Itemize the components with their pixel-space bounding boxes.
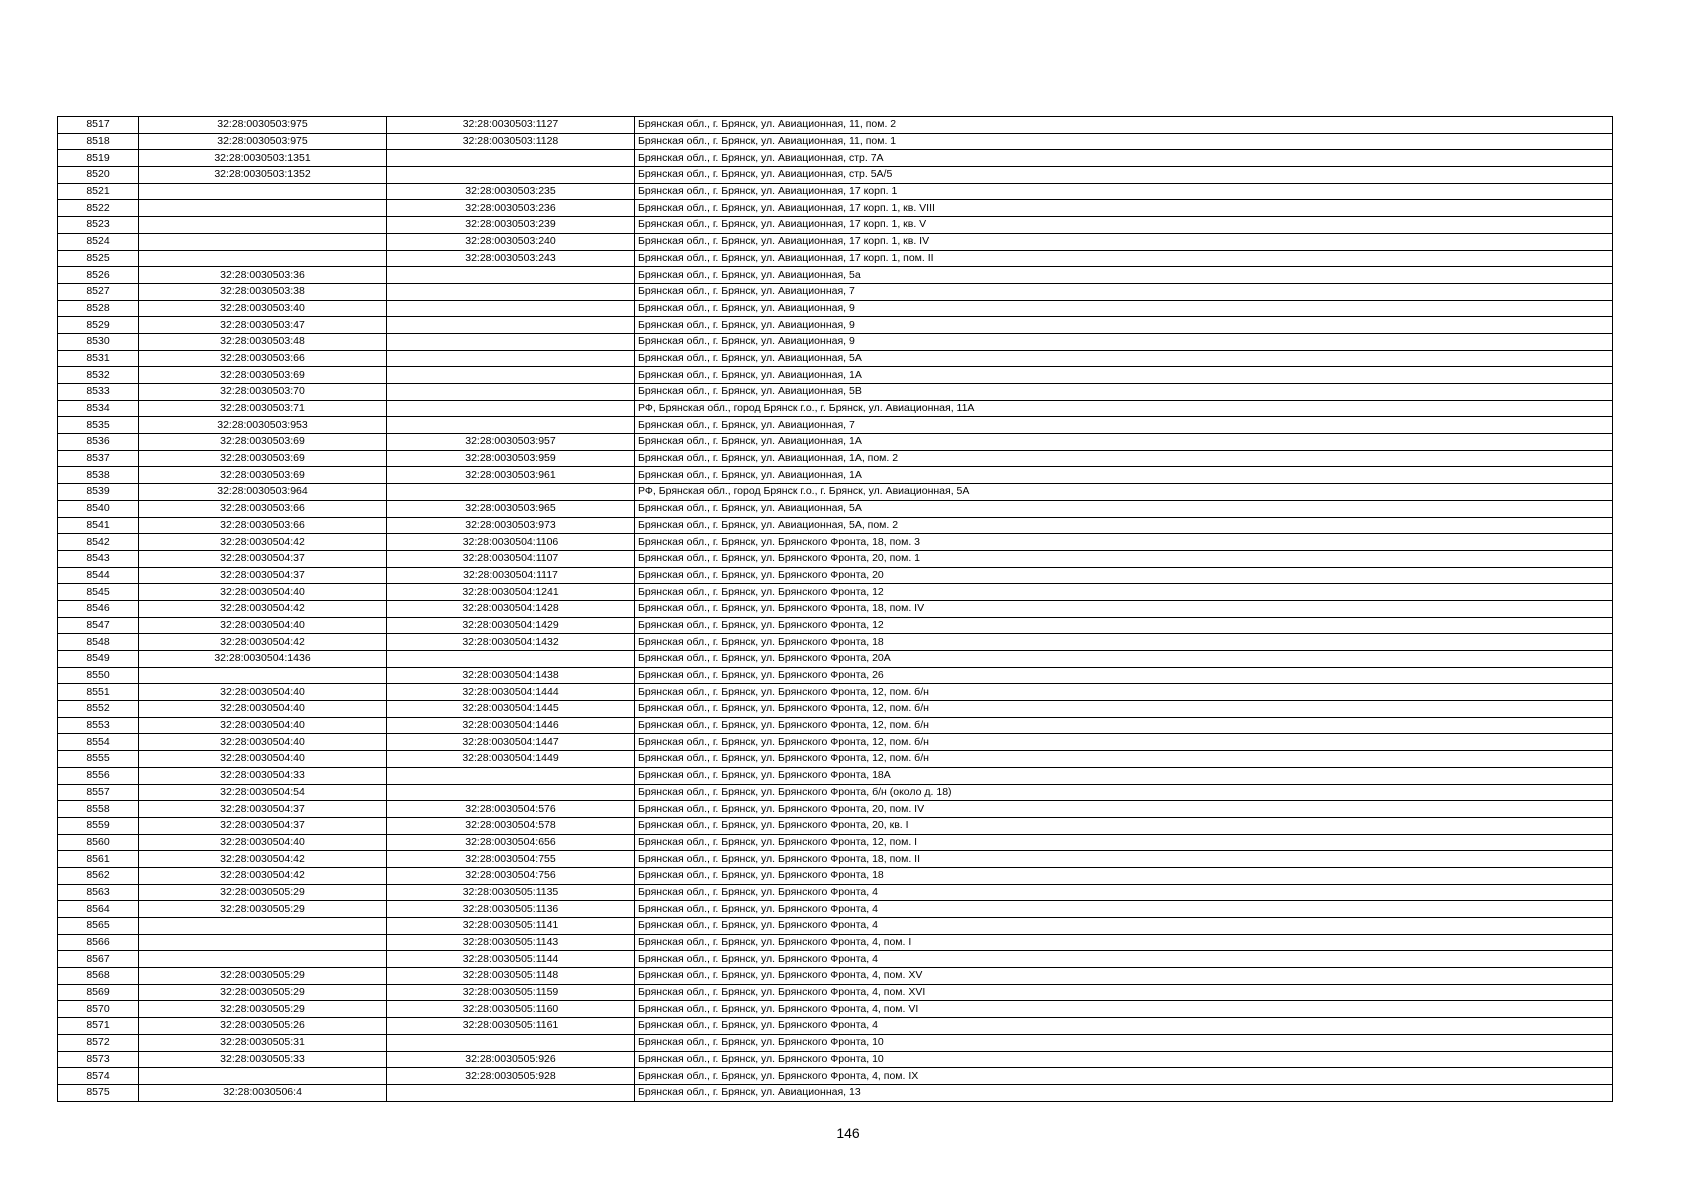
table-row [58, 183, 1613, 200]
parcel-number-cell: 32:28:0030505:26 [139, 1018, 387, 1035]
object-number-cell: 32:28:0030504:1447 [387, 734, 635, 751]
parcel-number-cell: 32:28:0030504:40 [139, 701, 387, 718]
object-number-cell [387, 317, 635, 334]
object-number-cell [387, 384, 635, 401]
table-row [58, 484, 1613, 501]
parcel-number-cell: 32:28:0030503:36 [139, 267, 387, 284]
parcel-number-cell: 32:28:0030504:42 [139, 867, 387, 884]
address-cell: Брянская обл., г. Брянск, ул. Брянского Фронта, 4, пом. IX [635, 1068, 1613, 1085]
parcel-number-cell: 32:28:0030503:70 [139, 384, 387, 401]
object-number-cell: 32:28:0030503:959 [387, 450, 635, 467]
table-row [58, 968, 1613, 985]
object-number-cell [387, 484, 635, 501]
parcel-number-cell [139, 667, 387, 684]
address-cell: Брянская обл., г. Брянск, ул. Авиационная, 9 [635, 333, 1613, 350]
row-number-cell: 8550 [58, 667, 139, 684]
row-number-cell: 8541 [58, 517, 139, 534]
table-row [58, 751, 1613, 768]
row-number-cell: 8551 [58, 684, 139, 701]
row-number-cell: 8517 [58, 117, 139, 134]
row-number-cell: 8530 [58, 333, 139, 350]
parcel-number-cell: 32:28:0030505:29 [139, 901, 387, 918]
table-row [58, 667, 1613, 684]
parcel-number-cell: 32:28:0030504:54 [139, 784, 387, 801]
table-row [58, 233, 1613, 250]
parcel-number-cell [139, 918, 387, 935]
parcel-number-cell: 32:28:0030503:975 [139, 133, 387, 150]
parcel-number-cell: 32:28:0030503:38 [139, 283, 387, 300]
address-cell: Брянская обл., г. Брянск, ул. Авиационная, 5А [635, 350, 1613, 367]
table-row [58, 450, 1613, 467]
row-number-cell: 8528 [58, 300, 139, 317]
address-cell: Брянская обл., г. Брянск, ул. Брянского Фронта, 12, пом. б/н [635, 734, 1613, 751]
parcel-number-cell: 32:28:0030504:40 [139, 617, 387, 634]
row-number-cell: 8538 [58, 467, 139, 484]
address-cell: Брянская обл., г. Брянск, ул. Брянского Фронта, 4 [635, 1018, 1613, 1035]
address-cell: Брянская обл., г. Брянск, ул. Авиационная, стр. 7А [635, 150, 1613, 167]
parcel-number-cell: 32:28:0030503:69 [139, 367, 387, 384]
address-cell: РФ, Брянская обл., город Брянск г.о., г. Брянск, ул. Авиационная, 5А [635, 484, 1613, 501]
object-number-cell: 32:28:0030503:973 [387, 517, 635, 534]
table-row [58, 550, 1613, 567]
row-number-cell: 8529 [58, 317, 139, 334]
row-number-cell: 8544 [58, 567, 139, 584]
row-number-cell: 8547 [58, 617, 139, 634]
address-cell: Брянская обл., г. Брянск, ул. Авиационная, 5В [635, 384, 1613, 401]
address-cell: Брянская обл., г. Брянск, ул. Брянского Фронта, 18 [635, 867, 1613, 884]
parcel-number-cell: 32:28:0030504:40 [139, 717, 387, 734]
object-number-cell: 32:28:0030503:1128 [387, 133, 635, 150]
row-number-cell: 8563 [58, 884, 139, 901]
object-number-cell: 32:28:0030505:1160 [387, 1001, 635, 1018]
table-row [58, 951, 1613, 968]
address-cell: Брянская обл., г. Брянск, ул. Авиационная, 1А [635, 434, 1613, 451]
object-number-cell [387, 767, 635, 784]
address-cell: Брянская обл., г. Брянск, ул. Авиационная, 17 корп. 1, кв. V [635, 217, 1613, 234]
table-row [58, 267, 1613, 284]
address-cell: Брянская обл., г. Брянск, ул. Авиационная, 11, пом. 2 [635, 117, 1613, 134]
object-number-cell: 32:28:0030504:1429 [387, 617, 635, 634]
table-row [58, 884, 1613, 901]
object-number-cell: 32:28:0030503:243 [387, 250, 635, 267]
parcel-number-cell: 32:28:0030505:29 [139, 968, 387, 985]
address-cell: Брянская обл., г. Брянск, ул. Авиационная, 13 [635, 1084, 1613, 1101]
parcel-number-cell [139, 233, 387, 250]
address-cell: Брянская обл., г. Брянск, ул. Брянского Фронта, 4 [635, 918, 1613, 935]
table-row [58, 934, 1613, 951]
address-cell: Брянская обл., г. Брянск, ул. Авиационная, 1А [635, 367, 1613, 384]
table-row [58, 1018, 1613, 1035]
table-row [58, 784, 1613, 801]
address-cell: Брянская обл., г. Брянск, ул. Брянского Фронта, 12, пом. б/н [635, 684, 1613, 701]
parcel-number-cell: 32:28:0030503:40 [139, 300, 387, 317]
table-row [58, 617, 1613, 634]
parcel-number-cell: 32:28:0030503:964 [139, 484, 387, 501]
table-row [58, 651, 1613, 668]
table-body [58, 117, 1613, 1102]
row-number-cell: 8548 [58, 634, 139, 651]
table-row [58, 500, 1613, 517]
parcel-number-cell: 32:28:0030505:29 [139, 1001, 387, 1018]
parcel-number-cell: 32:28:0030504:33 [139, 767, 387, 784]
object-number-cell [387, 333, 635, 350]
row-number-cell: 8561 [58, 851, 139, 868]
parcel-number-cell: 32:28:0030503:66 [139, 500, 387, 517]
page-number: 146 [836, 1125, 860, 1141]
object-number-cell: 32:28:0030504:1438 [387, 667, 635, 684]
object-number-cell: 32:28:0030504:1241 [387, 584, 635, 601]
address-cell: Брянская обл., г. Брянск, ул. Брянского Фронта, 26 [635, 667, 1613, 684]
parcel-number-cell: 32:28:0030505:29 [139, 984, 387, 1001]
parcel-number-cell: 32:28:0030503:69 [139, 467, 387, 484]
object-number-cell: 32:28:0030503:1127 [387, 117, 635, 134]
parcel-number-cell: 32:28:0030504:37 [139, 801, 387, 818]
object-number-cell: 32:28:0030503:957 [387, 434, 635, 451]
object-number-cell [387, 150, 635, 167]
address-cell: Брянская обл., г. Брянск, ул. Брянского Фронта, 18А [635, 767, 1613, 784]
table-row [58, 717, 1613, 734]
row-number-cell: 8564 [58, 901, 139, 918]
parcel-number-cell: 32:28:0030504:40 [139, 584, 387, 601]
address-cell: Брянская обл., г. Брянск, ул. Брянского Фронта, 20, пом. IV [635, 801, 1613, 818]
row-number-cell: 8552 [58, 701, 139, 718]
object-number-cell: 32:28:0030504:576 [387, 801, 635, 818]
object-number-cell: 32:28:0030503:240 [387, 233, 635, 250]
row-number-cell: 8554 [58, 734, 139, 751]
table-row [58, 384, 1613, 401]
parcel-number-cell [139, 1068, 387, 1085]
table-row [58, 517, 1613, 534]
row-number-cell: 8537 [58, 450, 139, 467]
row-number-cell: 8567 [58, 951, 139, 968]
table-row [58, 200, 1613, 217]
table-row [58, 250, 1613, 267]
object-number-cell [387, 651, 635, 668]
row-number-cell: 8555 [58, 751, 139, 768]
address-cell: Брянская обл., г. Брянск, ул. Брянского Фронта, 4 [635, 884, 1613, 901]
parcel-number-cell: 32:28:0030503:1351 [139, 150, 387, 167]
table-row [58, 350, 1613, 367]
parcel-number-cell: 32:28:0030503:69 [139, 434, 387, 451]
object-number-cell: 32:28:0030505:1148 [387, 968, 635, 985]
object-number-cell [387, 350, 635, 367]
object-number-cell: 32:28:0030504:1107 [387, 550, 635, 567]
parcel-number-cell [139, 217, 387, 234]
address-cell: Брянская обл., г. Брянск, ул. Брянского Фронта, 10 [635, 1034, 1613, 1051]
row-number-cell: 8525 [58, 250, 139, 267]
parcel-number-cell: 32:28:0030503:69 [139, 450, 387, 467]
parcel-number-cell: 32:28:0030504:42 [139, 534, 387, 551]
table-row [58, 801, 1613, 818]
address-cell: Брянская обл., г. Брянск, ул. Брянского Фронта, 12 [635, 584, 1613, 601]
row-number-cell: 8560 [58, 834, 139, 851]
row-number-cell: 8539 [58, 484, 139, 501]
table-row [58, 584, 1613, 601]
table-row [58, 734, 1613, 751]
object-number-cell: 32:28:0030504:1117 [387, 567, 635, 584]
row-number-cell: 8531 [58, 350, 139, 367]
table-row [58, 1068, 1613, 1085]
row-number-cell: 8535 [58, 417, 139, 434]
parcel-number-cell: 32:28:0030505:33 [139, 1051, 387, 1068]
address-cell: Брянская обл., г. Брянск, ул. Брянского Фронта, 20А [635, 651, 1613, 668]
address-cell: Брянская обл., г. Брянск, ул. Брянского Фронта, 18, пом. II [635, 851, 1613, 868]
address-cell: Брянская обл., г. Брянск, ул. Авиационная, 5А, пом. 2 [635, 517, 1613, 534]
address-cell: Брянская обл., г. Брянск, ул. Авиационная, 9 [635, 300, 1613, 317]
address-cell: Брянская обл., г. Брянск, ул. Брянского Фронта, 4, пом. VI [635, 1001, 1613, 1018]
table-row [58, 333, 1613, 350]
address-cell: Брянская обл., г. Брянск, ул. Авиационная, стр. 5А/5 [635, 167, 1613, 184]
row-number-cell: 8571 [58, 1018, 139, 1035]
object-number-cell [387, 1034, 635, 1051]
parcel-number-cell: 32:28:0030504:40 [139, 684, 387, 701]
row-number-cell: 8536 [58, 434, 139, 451]
object-number-cell: 32:28:0030505:1144 [387, 951, 635, 968]
address-cell: Брянская обл., г. Брянск, ул. Брянского Фронта, 12, пом. б/н [635, 751, 1613, 768]
address-cell: Брянская обл., г. Брянск, ул. Брянского Фронта, 20, пом. 1 [635, 550, 1613, 567]
address-cell: Брянская обл., г. Брянск, ул. Авиационная, 17 корп. 1 [635, 183, 1613, 200]
table-row [58, 984, 1613, 1001]
row-number-cell: 8546 [58, 600, 139, 617]
address-cell: Брянская обл., г. Брянск, ул. Брянского Фронта, 18 [635, 634, 1613, 651]
table-row [58, 701, 1613, 718]
address-cell: Брянская обл., г. Брянск, ул. Авиационная, 11, пом. 1 [635, 133, 1613, 150]
object-number-cell: 32:28:0030503:961 [387, 467, 635, 484]
row-number-cell: 8553 [58, 717, 139, 734]
table-row [58, 150, 1613, 167]
object-number-cell: 32:28:0030505:1141 [387, 918, 635, 935]
row-number-cell: 8533 [58, 384, 139, 401]
row-number-cell: 8543 [58, 550, 139, 567]
address-cell: Брянская обл., г. Брянск, ул. Брянского Фронта, 12, пом. б/н [635, 701, 1613, 718]
row-number-cell: 8540 [58, 500, 139, 517]
row-number-cell: 8575 [58, 1084, 139, 1101]
address-cell: Брянская обл., г. Брянск, ул. Авиационная, 17 корп. 1, пом. II [635, 250, 1613, 267]
object-number-cell: 32:28:0030504:578 [387, 817, 635, 834]
object-number-cell [387, 267, 635, 284]
row-number-cell: 8545 [58, 584, 139, 601]
object-number-cell: 32:28:0030505:928 [387, 1068, 635, 1085]
parcel-number-cell [139, 951, 387, 968]
object-number-cell: 32:28:0030504:755 [387, 851, 635, 868]
table-row [58, 634, 1613, 651]
table-row [58, 1001, 1613, 1018]
parcel-number-cell: 32:28:0030503:47 [139, 317, 387, 334]
row-number-cell: 8556 [58, 767, 139, 784]
table-row [58, 300, 1613, 317]
object-number-cell: 32:28:0030503:965 [387, 500, 635, 517]
address-cell: Брянская обл., г. Брянск, ул. Брянского Фронта, 4, пом. I [635, 934, 1613, 951]
table-row [58, 417, 1613, 434]
object-number-cell [387, 400, 635, 417]
object-number-cell: 32:28:0030504:1432 [387, 634, 635, 651]
row-number-cell: 8521 [58, 183, 139, 200]
object-number-cell: 32:28:0030505:1136 [387, 901, 635, 918]
address-cell: РФ, Брянская обл., город Брянск г.о., г. Брянск, ул. Авиационная, 11А [635, 400, 1613, 417]
object-number-cell: 32:28:0030504:1445 [387, 701, 635, 718]
parcel-number-cell: 32:28:0030504:37 [139, 567, 387, 584]
address-cell: Брянская обл., г. Брянск, ул. Брянского Фронта, 4 [635, 901, 1613, 918]
object-number-cell: 32:28:0030505:926 [387, 1051, 635, 1068]
row-number-cell: 8542 [58, 534, 139, 551]
parcel-number-cell: 32:28:0030504:37 [139, 550, 387, 567]
row-number-cell: 8569 [58, 984, 139, 1001]
address-cell: Брянская обл., г. Брянск, ул. Авиационная, 1А [635, 467, 1613, 484]
row-number-cell: 8532 [58, 367, 139, 384]
table-row [58, 217, 1613, 234]
address-cell: Брянская обл., г. Брянск, ул. Брянского Фронта, б/н (около д. 18) [635, 784, 1613, 801]
table-row [58, 317, 1613, 334]
row-number-cell: 8526 [58, 267, 139, 284]
object-number-cell: 32:28:0030505:1135 [387, 884, 635, 901]
parcel-number-cell [139, 200, 387, 217]
row-number-cell: 8519 [58, 150, 139, 167]
table-row [58, 117, 1613, 134]
row-number-cell: 8518 [58, 133, 139, 150]
table-row [58, 1034, 1613, 1051]
address-cell: Брянская обл., г. Брянск, ул. Авиационная, 5а [635, 267, 1613, 284]
parcel-number-cell: 32:28:0030504:1436 [139, 651, 387, 668]
address-cell: Брянская обл., г. Брянск, ул. Брянского Фронта, 12 [635, 617, 1613, 634]
parcel-number-cell: 32:28:0030503:953 [139, 417, 387, 434]
row-number-cell: 8558 [58, 801, 139, 818]
table-row [58, 434, 1613, 451]
row-number-cell: 8534 [58, 400, 139, 417]
object-number-cell: 32:28:0030505:1159 [387, 984, 635, 1001]
table-row [58, 1084, 1613, 1101]
object-number-cell: 32:28:0030504:756 [387, 867, 635, 884]
table-row [58, 834, 1613, 851]
table-row [58, 918, 1613, 935]
table-row [58, 851, 1613, 868]
parcel-number-cell: 32:28:0030505:31 [139, 1034, 387, 1051]
table-row [58, 534, 1613, 551]
object-number-cell [387, 167, 635, 184]
address-cell: Брянская обл., г. Брянск, ул. Авиационная, 17 корп. 1, кв. VIII [635, 200, 1613, 217]
object-number-cell: 32:28:0030504:1444 [387, 684, 635, 701]
object-number-cell [387, 1084, 635, 1101]
table-row [58, 867, 1613, 884]
object-number-cell [387, 300, 635, 317]
object-number-cell: 32:28:0030503:239 [387, 217, 635, 234]
address-cell: Брянская обл., г. Брянск, ул. Авиационная, 7 [635, 283, 1613, 300]
row-number-cell: 8572 [58, 1034, 139, 1051]
object-number-cell: 32:28:0030504:1428 [387, 600, 635, 617]
parcel-number-cell: 32:28:0030503:975 [139, 117, 387, 134]
object-number-cell [387, 784, 635, 801]
table-row [58, 567, 1613, 584]
object-number-cell: 32:28:0030505:1143 [387, 934, 635, 951]
table-row [58, 1051, 1613, 1068]
row-number-cell: 8520 [58, 167, 139, 184]
parcel-number-cell: 32:28:0030504:40 [139, 751, 387, 768]
object-number-cell [387, 283, 635, 300]
table-row [58, 367, 1613, 384]
row-number-cell: 8562 [58, 867, 139, 884]
object-number-cell: 32:28:0030505:1161 [387, 1018, 635, 1035]
address-cell: Брянская обл., г. Брянск, ул. Брянского Фронта, 10 [635, 1051, 1613, 1068]
row-number-cell: 8557 [58, 784, 139, 801]
address-cell: Брянская обл., г. Брянск, ул. Брянского Фронта, 18, пом. IV [635, 600, 1613, 617]
parcel-number-cell: 32:28:0030506:4 [139, 1084, 387, 1101]
parcel-number-cell: 32:28:0030503:71 [139, 400, 387, 417]
parcel-number-cell: 32:28:0030503:48 [139, 333, 387, 350]
address-cell: Брянская обл., г. Брянск, ул. Брянского Фронта, 20 [635, 567, 1613, 584]
address-cell: Брянская обл., г. Брянск, ул. Брянского Фронта, 4, пом. XVI [635, 984, 1613, 1001]
parcel-number-cell: 32:28:0030505:29 [139, 884, 387, 901]
object-number-cell: 32:28:0030504:1446 [387, 717, 635, 734]
object-number-cell: 32:28:0030504:656 [387, 834, 635, 851]
parcel-number-cell [139, 250, 387, 267]
row-number-cell: 8522 [58, 200, 139, 217]
object-number-cell [387, 367, 635, 384]
table-row [58, 283, 1613, 300]
address-cell: Брянская обл., г. Брянск, ул. Брянского Фронта, 4, пом. XV [635, 968, 1613, 985]
row-number-cell: 8523 [58, 217, 139, 234]
table-row [58, 901, 1613, 918]
address-cell: Брянская обл., г. Брянск, ул. Авиационная, 5А [635, 500, 1613, 517]
address-cell: Брянская обл., г. Брянск, ул. Брянского Фронта, 4 [635, 951, 1613, 968]
table-row [58, 400, 1613, 417]
table-row [58, 167, 1613, 184]
table-row [58, 767, 1613, 784]
object-number-cell: 32:28:0030504:1106 [387, 534, 635, 551]
parcel-number-cell: 32:28:0030504:40 [139, 834, 387, 851]
row-number-cell: 8524 [58, 233, 139, 250]
row-number-cell: 8574 [58, 1068, 139, 1085]
row-number-cell: 8565 [58, 918, 139, 935]
row-number-cell: 8573 [58, 1051, 139, 1068]
parcel-number-cell: 32:28:0030503:66 [139, 350, 387, 367]
address-cell: Брянская обл., г. Брянск, ул. Брянского Фронта, 20, кв. I [635, 817, 1613, 834]
object-number-cell: 32:28:0030504:1449 [387, 751, 635, 768]
row-number-cell: 8566 [58, 934, 139, 951]
address-cell: Брянская обл., г. Брянск, ул. Авиационная, 17 корп. 1, кв. IV [635, 233, 1613, 250]
row-number-cell: 8549 [58, 651, 139, 668]
table-row [58, 467, 1613, 484]
row-number-cell: 8527 [58, 283, 139, 300]
parcel-number-cell: 32:28:0030503:66 [139, 517, 387, 534]
address-cell: Брянская обл., г. Брянск, ул. Авиационная, 7 [635, 417, 1613, 434]
parcel-number-cell: 32:28:0030504:42 [139, 851, 387, 868]
table-row [58, 817, 1613, 834]
address-cell: Брянская обл., г. Брянск, ул. Брянского Фронта, 12, пом. I [635, 834, 1613, 851]
row-number-cell: 8570 [58, 1001, 139, 1018]
table-row [58, 684, 1613, 701]
parcel-number-cell: 32:28:0030504:37 [139, 817, 387, 834]
table-row [58, 600, 1613, 617]
parcel-number-cell: 32:28:0030504:42 [139, 600, 387, 617]
object-number-cell [387, 417, 635, 434]
cadastral-table [57, 116, 1613, 1102]
address-cell: Брянская обл., г. Брянск, ул. Брянского Фронта, 18, пом. 3 [635, 534, 1613, 551]
parcel-number-cell: 32:28:0030504:42 [139, 634, 387, 651]
table-row [58, 133, 1613, 150]
object-number-cell: 32:28:0030503:235 [387, 183, 635, 200]
parcel-number-cell: 32:28:0030504:40 [139, 734, 387, 751]
address-cell: Брянская обл., г. Брянск, ул. Авиационная, 9 [635, 317, 1613, 334]
address-cell: Брянская обл., г. Брянск, ул. Авиационная, 1А, пом. 2 [635, 450, 1613, 467]
parcel-number-cell [139, 934, 387, 951]
parcel-number-cell: 32:28:0030503:1352 [139, 167, 387, 184]
row-number-cell: 8559 [58, 817, 139, 834]
parcel-number-cell [139, 183, 387, 200]
row-number-cell: 8568 [58, 968, 139, 985]
object-number-cell: 32:28:0030503:236 [387, 200, 635, 217]
address-cell: Брянская обл., г. Брянск, ул. Брянского Фронта, 12, пом. б/н [635, 717, 1613, 734]
